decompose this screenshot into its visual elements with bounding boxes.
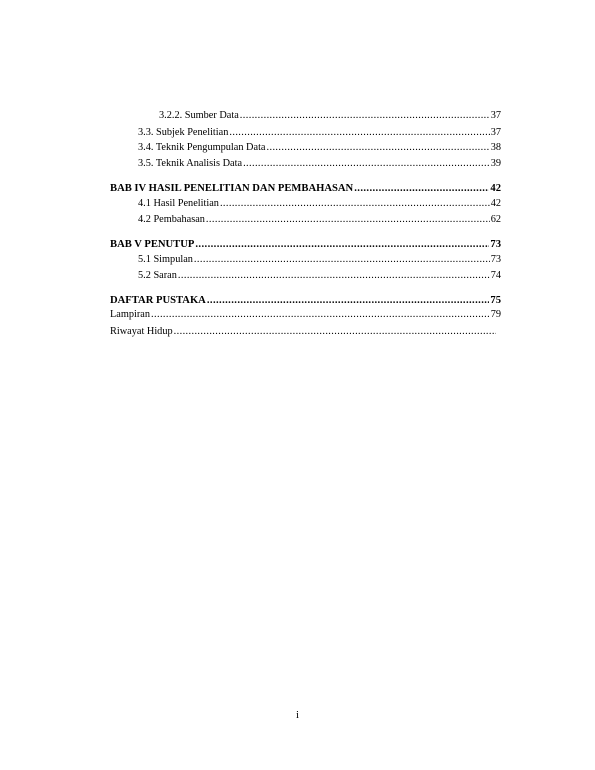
- dot-leader: [151, 308, 490, 321]
- toc-entry-sumber-data: [159, 109, 501, 122]
- toc-entry-label: 5.1 Simpulan: [138, 254, 193, 265]
- toc-entry-page: 75: [490, 295, 501, 306]
- toc-chapter-bab-v: [110, 238, 501, 251]
- toc-entry-pembahasan: [138, 213, 501, 226]
- dot-leader: [195, 238, 489, 251]
- toc-entry-label: 4.1 Hasil Penelitian: [138, 198, 219, 209]
- toc-entry-page: 39: [490, 158, 501, 169]
- toc-entry-page: 79: [490, 309, 501, 320]
- page-number: i: [295, 709, 300, 721]
- toc-entry-label: BAB IV HASIL PENELITIAN DAN PEMBAHASAN: [110, 183, 354, 194]
- toc-chapter-bab-iv: [110, 182, 501, 195]
- toc-entry-hasil-penelitian: [138, 197, 501, 210]
- toc-entry-page: 73: [490, 254, 501, 265]
- toc-entry-simpulan: [138, 253, 501, 266]
- toc-entry-label: 3.5. Teknik Analisis Data: [138, 158, 243, 169]
- toc-entry-page: 37: [490, 110, 501, 121]
- toc-entry-label: 4.2 Pembahasan: [138, 214, 205, 225]
- toc-entry-page: 73: [490, 239, 501, 250]
- toc-entry-subjek-penelitian: [138, 126, 501, 139]
- toc-entry-page: 42: [490, 198, 501, 209]
- toc-entry-lampiran: [110, 308, 501, 321]
- dot-leader: [207, 294, 490, 307]
- dot-leader: [206, 213, 490, 226]
- toc-entry-page: 42: [490, 183, 501, 194]
- toc-entry-label: 3.3. Subjek Penelitian: [138, 127, 229, 138]
- toc-entry-teknik-analisis-data: [138, 157, 501, 170]
- toc-entry-page: 62: [490, 214, 501, 225]
- dot-leader: [174, 325, 496, 338]
- toc-entry-label: 3.4. Teknik Pengumpulan Data: [138, 142, 266, 153]
- toc-entry-label: Riwayat Hidup: [110, 326, 173, 337]
- dot-leader: [178, 269, 490, 282]
- toc-entry-page: 37: [490, 127, 501, 138]
- toc-entry-saran: [138, 269, 501, 282]
- dot-leader: [229, 126, 489, 139]
- dot-leader: [194, 253, 490, 266]
- dot-leader: [240, 109, 490, 122]
- toc-entry-label: BAB V PENUTUP: [110, 239, 195, 250]
- dot-leader: [243, 157, 490, 170]
- toc-entry-teknik-pengumpulan-data: [138, 141, 501, 154]
- toc-entry-page: 38: [490, 142, 501, 153]
- toc-entry-label: 3.2.2. Sumber Data: [159, 110, 239, 121]
- dot-leader: [220, 197, 490, 210]
- dot-leader: [267, 141, 490, 154]
- toc-entry-riwayat-hidup: [110, 325, 497, 338]
- toc-entry-label: 5.2 Saran: [138, 270, 177, 281]
- toc-chapter-daftar-pustaka: [110, 294, 501, 307]
- dot-leader: [354, 182, 489, 195]
- toc-entry-page: 74: [490, 270, 501, 281]
- toc-entry-label: Lampiran: [110, 309, 151, 320]
- toc-entry-label: DAFTAR PUSTAKA: [110, 295, 206, 306]
